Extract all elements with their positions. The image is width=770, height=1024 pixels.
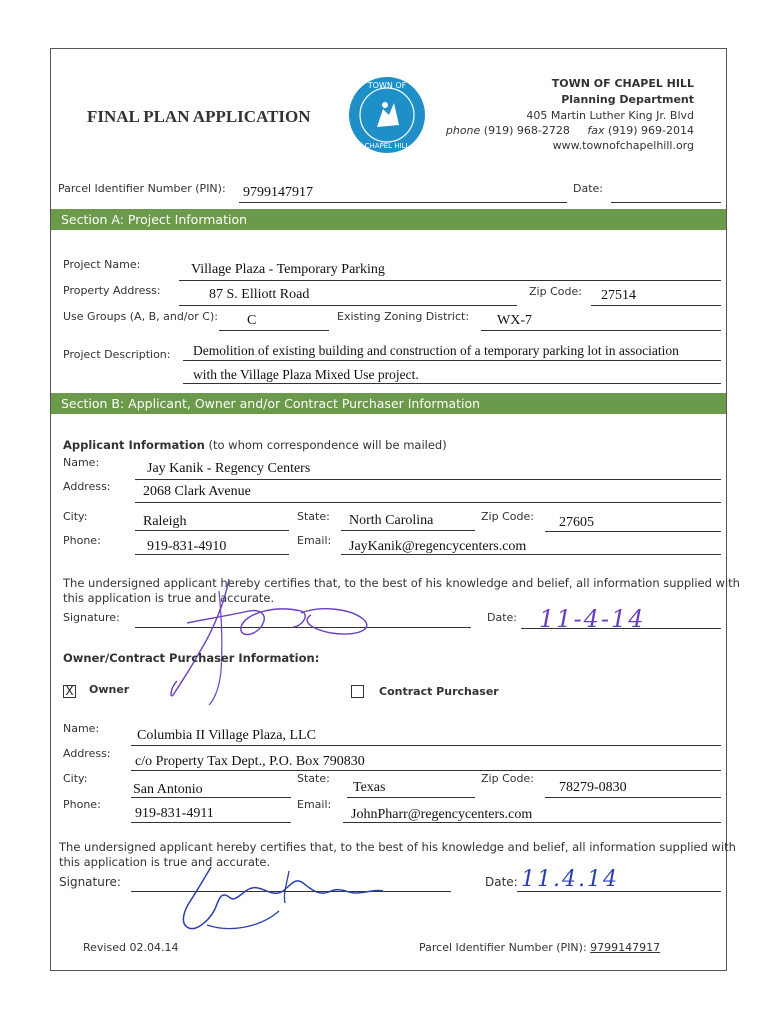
use-groups-value[interactable]: C <box>247 313 257 328</box>
applicant-date-label: Date: <box>487 611 517 624</box>
revised-date: Revised 02.04.14 <box>83 941 179 954</box>
owner-signature-image <box>171 863 391 943</box>
owner-date-value[interactable]: 11.4.14 <box>521 867 619 892</box>
owner-heading: Owner/Contract Purchaser Information: <box>63 651 320 665</box>
applicant-state-value[interactable]: North Carolina <box>349 513 434 528</box>
use-groups-label: Use Groups (A, B, and/or C): <box>63 310 218 323</box>
applicant-phone-value[interactable]: 919-831-4910 <box>147 539 227 554</box>
footer-pin <box>419 941 660 954</box>
applicant-email-value[interactable]: JayKanik@regencycenters.com <box>349 539 527 554</box>
phone-value: (919) 968-2728 <box>483 124 570 137</box>
seal-bottom-text: CHAPEL HILL <box>364 142 410 150</box>
website: www.townofchapelhill.org <box>552 139 694 152</box>
owner-email-label: Email: <box>297 798 332 811</box>
applicant-email-label: Email: <box>297 534 332 547</box>
org-name: TOWN OF CHAPEL HILL <box>551 77 694 90</box>
applicant-name-value[interactable]: Jay Kanik - Regency Centers <box>147 461 311 476</box>
description-line-1[interactable]: Demolition of existing building and construction of a temporary parking lot in association <box>193 343 679 358</box>
contract-purchaser-label: Contract Purchaser <box>379 685 499 698</box>
contact-row <box>446 124 694 137</box>
town-seal-icon <box>347 75 427 155</box>
zoning-value[interactable]: WX-7 <box>497 313 532 328</box>
pin-value[interactable]: 9799147917 <box>243 185 313 200</box>
owner-checkbox-label: Owner <box>89 683 130 696</box>
description-label: Project Description: <box>63 348 171 361</box>
owner-checkbox[interactable]: X <box>63 685 76 698</box>
date-label: Date: <box>573 182 603 195</box>
owner-certify-line-2: this application is true and accurate. <box>59 855 271 869</box>
footer-pin-label: Parcel Identifier Number (PIN): <box>419 941 587 954</box>
application-form <box>50 48 740 971</box>
owner-state-label: State: <box>297 772 330 785</box>
fax-value: (919) 969-2014 <box>607 124 694 137</box>
zip-value[interactable]: 27514 <box>601 288 636 303</box>
applicant-heading: Applicant Information (to whom correspondence will be mailed) <box>63 438 447 452</box>
owner-name-value[interactable]: Columbia II Village Plaza, LLC <box>137 728 316 743</box>
contract-purchaser-checkbox[interactable] <box>351 685 364 698</box>
property-address-label: Property Address: <box>63 284 161 297</box>
owner-signature-label: Signature: <box>59 875 121 889</box>
applicant-address-label: Address: <box>63 480 111 493</box>
applicant-phone-label: Phone: <box>63 534 101 547</box>
applicant-name-label: Name: <box>63 456 100 469</box>
owner-date-label: Date: <box>485 875 518 889</box>
pin-label: Parcel Identifier Number (PIN): <box>58 182 226 195</box>
seal-top-text: TOWN OF <box>367 81 407 90</box>
description-line-2[interactable]: with the Village Plaza Mixed Use project. <box>193 367 419 382</box>
section-b-header: Section B: Applicant, Owner and/or Contract Purchaser Information <box>51 393 726 414</box>
property-address-value[interactable]: 87 S. Elliott Road <box>209 287 310 302</box>
fax-label: fax <box>587 124 605 137</box>
project-name-value[interactable]: Village Plaza - Temporary Parking <box>191 262 385 277</box>
applicant-city-value[interactable]: Raleigh <box>143 514 187 529</box>
owner-city-label: City: <box>63 772 88 785</box>
form-title: FINAL PLAN APPLICATION <box>87 107 311 126</box>
owner-address-label: Address: <box>63 747 111 760</box>
applicant-certify-line-2: this application is true and accurate. <box>63 591 275 605</box>
applicant-date-value[interactable]: 11-4-14 <box>539 605 646 633</box>
applicant-certify-line-1: The undersigned applicant hereby certifies that, to the best of his knowledge and belief, all information supplied with <box>63 576 740 590</box>
owner-certify-line-1: The undersigned applicant hereby certifies that, to the best of his knowledge and belief, all information supplied with <box>59 840 736 854</box>
zip-label: Zip Code: <box>529 285 582 298</box>
section-a-header: Section A: Project Information <box>51 209 726 230</box>
applicant-city-label: City: <box>63 510 88 523</box>
zoning-label: Existing Zoning District: <box>337 310 470 323</box>
owner-state-value[interactable]: Texas <box>353 780 386 795</box>
footer-pin-value: 9799147917 <box>590 941 661 954</box>
applicant-zip-value[interactable]: 27605 <box>559 515 594 530</box>
org-address: 405 Martin Luther King Jr. Blvd <box>526 109 694 122</box>
applicant-state-label: State: <box>297 510 330 523</box>
applicant-address-value[interactable]: 2068 Clark Avenue <box>143 484 251 499</box>
phone-label: phone <box>445 124 481 137</box>
owner-city-value[interactable]: San Antonio <box>133 782 203 797</box>
applicant-signature-label: Signature: <box>63 611 120 624</box>
applicant-zip-label: Zip Code: <box>481 510 534 523</box>
project-name-label: Project Name: <box>63 258 141 271</box>
owner-zip-label: Zip Code: <box>481 772 534 785</box>
owner-phone-value[interactable]: 919-831-4911 <box>135 806 214 821</box>
owner-zip-value[interactable]: 78279-0830 <box>559 780 627 795</box>
dept-name: Planning Department <box>561 93 694 106</box>
owner-address-value[interactable]: c/o Property Tax Dept., P.O. Box 790830 <box>135 754 365 769</box>
applicant-signature-image <box>151 571 391 721</box>
owner-phone-label: Phone: <box>63 798 101 811</box>
owner-name-label: Name: <box>63 722 100 735</box>
date-field[interactable] <box>611 202 721 203</box>
owner-email-value[interactable]: JohnPharr@regencycenters.com <box>351 807 533 822</box>
